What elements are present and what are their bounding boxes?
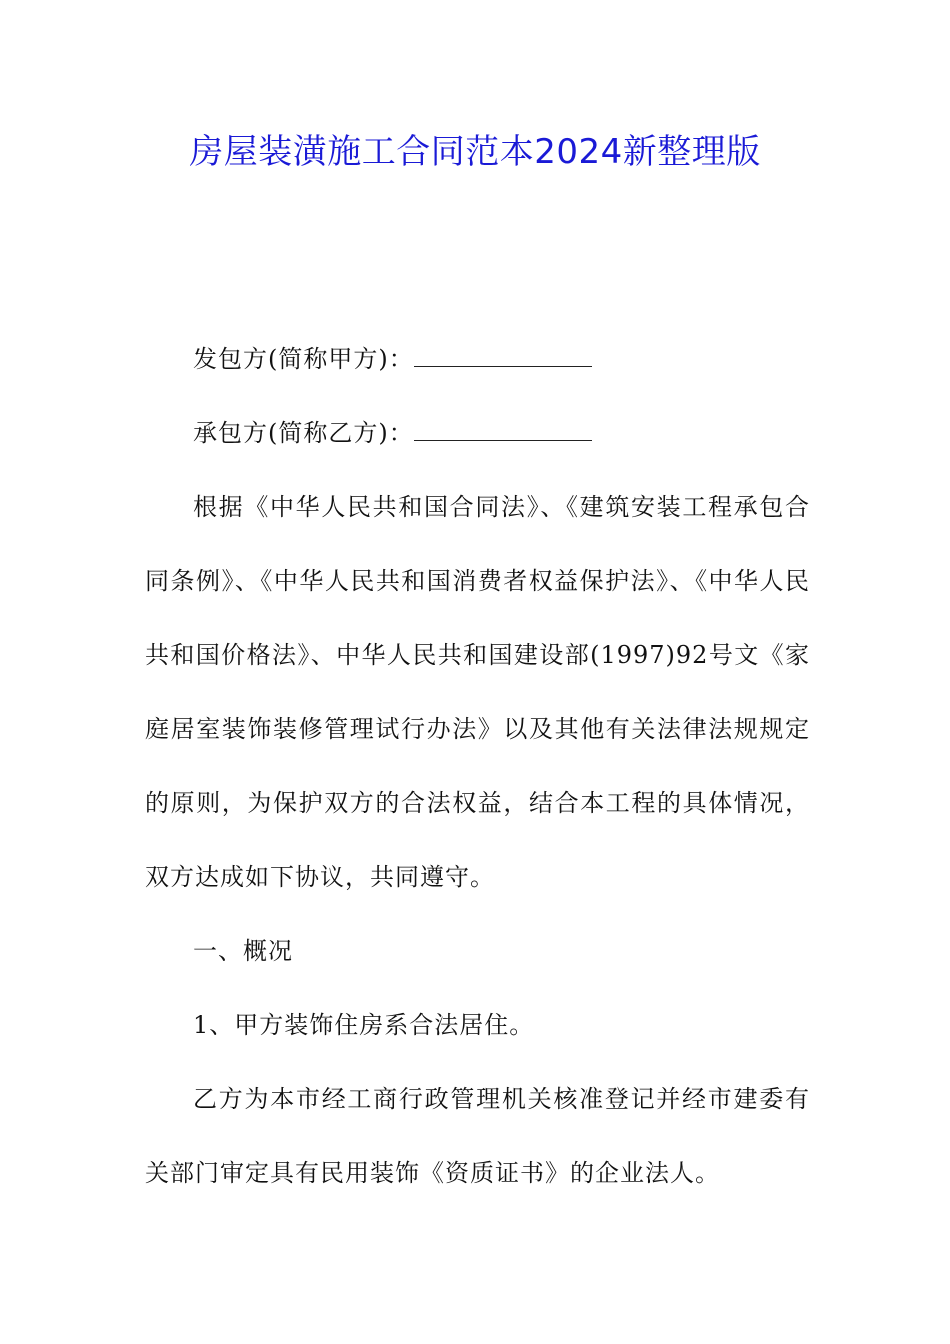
- party-a-blank-field: [414, 346, 592, 367]
- party-b-blank-field: [414, 420, 592, 441]
- clause-1-continuation: 乙方为本市经工商行政管理机关核准登记并经市建委有关部门审定具有民用装饰《资质证书》的企业法人。: [145, 1085, 810, 1187]
- section-heading-overview: 一、概况: [193, 937, 293, 965]
- clause-1: 1、甲方装饰住房系合法居住。: [193, 1011, 535, 1039]
- document-body: [145, 322, 810, 1210]
- party-a-line: [145, 322, 810, 396]
- intro-paragraph: 根据《中华人民共和国合同法》、《建筑安装工程承包合同条例》、《中华人民共和国消费者权益保护法》、《中华人民共和国价格法》、中华人民共和国建设部(1997)92号文《家庭居室装饰装修管理试行办法》以及其他有关法律法规规定的原则，为保护双方的合法权益，结合本工程的具体情况，双方达成如下协议，共同遵守。: [145, 493, 810, 891]
- party-b-label: 承包方(简称乙方)：: [193, 419, 414, 447]
- party-b-line: [145, 396, 810, 470]
- party-a-label: 发包方(简称甲方)：: [193, 345, 414, 373]
- document-title: 房屋装潢施工合同范本2024新整理版: [189, 132, 761, 172]
